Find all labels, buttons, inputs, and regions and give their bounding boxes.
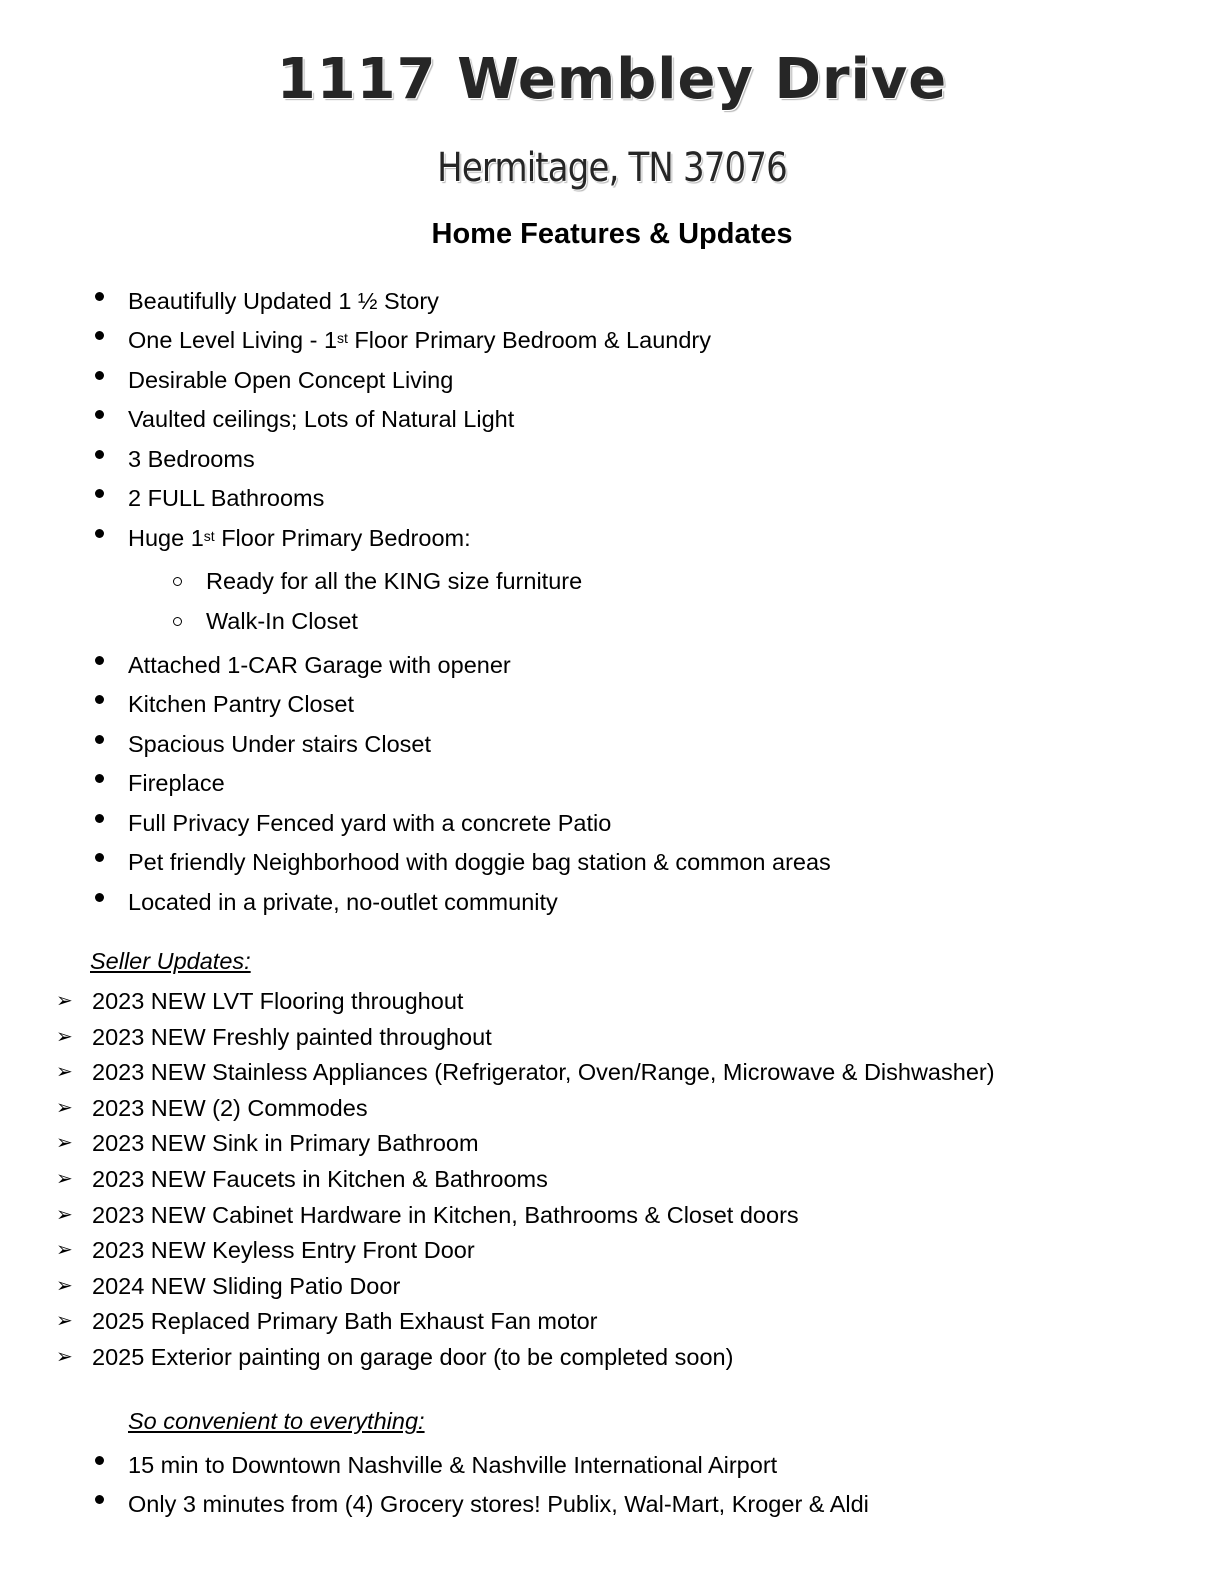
feature-text: 3 Bedrooms bbox=[128, 446, 255, 472]
sub-feature-text: Ready for all the KING size furniture bbox=[206, 568, 583, 594]
seller-update-text: 2023 NEW Sink in Primary Bathroom bbox=[92, 1130, 479, 1156]
feature-text: Full Privacy Fenced yard with a concrete Patio bbox=[128, 810, 612, 836]
convenience-text: 15 min to Downtown Nashville & Nashville International Airport bbox=[128, 1452, 778, 1478]
seller-update-text: 2025 Replaced Primary Bath Exhaust Fan motor bbox=[92, 1308, 598, 1334]
document-subtitle: Hermitage, TN 37076 bbox=[437, 145, 787, 191]
bullet-icon bbox=[95, 814, 104, 823]
bullet-icon bbox=[95, 450, 104, 459]
bullet-icon bbox=[95, 1456, 104, 1465]
feature-text: Spacious Under stairs Closet bbox=[128, 731, 432, 757]
seller-update-text: 2023 NEW Stainless Appliances (Refrigerator, Oven/Range, Microwave & Dishwasher) bbox=[92, 1059, 995, 1085]
arrow-bullet-icon: ➢ bbox=[56, 1239, 73, 1261]
seller-update-text: 2023 NEW LVT Flooring throughout bbox=[92, 988, 464, 1014]
bullet-icon bbox=[95, 853, 104, 862]
sub-feature-text: Walk-In Closet bbox=[206, 608, 358, 634]
seller-update-text: 2025 Exterior painting on garage door (to be completed soon) bbox=[92, 1344, 734, 1370]
bullet-icon bbox=[95, 331, 104, 340]
bullet-icon bbox=[95, 774, 104, 783]
feature-text: Attached 1-CAR Garage with opener bbox=[128, 652, 511, 678]
section-heading: Home Features & Updates bbox=[431, 218, 793, 250]
feature-text: Kitchen Pantry Closet bbox=[128, 691, 354, 717]
arrow-bullet-icon: ➢ bbox=[56, 1346, 73, 1368]
convenience-label: So convenient to everything: bbox=[128, 1408, 425, 1434]
arrow-bullet-icon: ➢ bbox=[56, 1204, 73, 1226]
bullet-icon bbox=[95, 893, 104, 902]
bullet-icon bbox=[95, 489, 104, 498]
feature-text: Beautifully Updated 1 ½ Story bbox=[128, 288, 439, 314]
feature-text-part: One Level Living - 1 bbox=[128, 327, 338, 353]
feature-text-part: Floor Primary Bedroom & Laundry bbox=[347, 327, 711, 353]
bullet-icon bbox=[95, 292, 104, 301]
feature-text-part: Floor Primary Bedroom: bbox=[214, 525, 471, 551]
feature-text bbox=[128, 326, 711, 354]
seller-update-text: 2023 NEW (2) Commodes bbox=[92, 1095, 368, 1121]
circle-bullet-icon bbox=[173, 617, 182, 626]
arrow-bullet-icon: ➢ bbox=[56, 1132, 73, 1154]
seller-update-text: 2023 NEW Cabinet Hardware in Kitchen, Bathrooms & Closet doors bbox=[92, 1202, 799, 1228]
feature-text: 2 FULL Bathrooms bbox=[128, 485, 325, 511]
arrow-bullet-icon: ➢ bbox=[56, 1061, 73, 1083]
bullet-icon bbox=[95, 735, 104, 744]
seller-update-text: 2023 NEW Faucets in Kitchen & Bathrooms bbox=[92, 1166, 548, 1192]
seller-update-text: 2023 NEW Keyless Entry Front Door bbox=[92, 1237, 475, 1263]
arrow-bullet-icon: ➢ bbox=[56, 1026, 73, 1048]
document-title: 1117 Wembley Drive bbox=[276, 47, 948, 112]
seller-update-text: 2023 NEW Freshly painted throughout bbox=[92, 1024, 492, 1050]
feature-text bbox=[128, 524, 471, 552]
bullet-icon bbox=[95, 695, 104, 704]
bullet-icon bbox=[95, 1495, 104, 1504]
feature-text: Located in a private, no-outlet community bbox=[128, 889, 558, 915]
circle-bullet-icon bbox=[173, 577, 182, 586]
feature-text: Desirable Open Concept Living bbox=[128, 367, 454, 393]
feature-text-part: Huge 1 bbox=[128, 525, 204, 551]
arrow-bullet-icon: ➢ bbox=[56, 1168, 73, 1190]
convenience-text: Only 3 minutes from (4) Grocery stores! Publix, Wal-Mart, Kroger & Aldi bbox=[128, 1491, 869, 1517]
bullet-icon bbox=[95, 410, 104, 419]
ordinal-suffix: st bbox=[203, 528, 215, 544]
arrow-bullet-icon: ➢ bbox=[56, 1097, 73, 1119]
seller-updates-label: Seller Updates: bbox=[90, 948, 251, 974]
arrow-bullet-icon: ➢ bbox=[56, 990, 73, 1012]
ordinal-suffix: st bbox=[337, 330, 348, 346]
feature-text: Pet friendly Neighborhood with doggie bag station & common areas bbox=[128, 849, 831, 875]
feature-text: Vaulted ceilings; Lots of Natural Light bbox=[128, 406, 515, 432]
arrow-bullet-icon: ➢ bbox=[56, 1275, 73, 1297]
bullet-icon bbox=[95, 371, 104, 380]
bullet-icon bbox=[95, 656, 104, 665]
bullet-icon bbox=[95, 529, 104, 538]
feature-text: Fireplace bbox=[128, 770, 225, 796]
seller-update-text: 2024 NEW Sliding Patio Door bbox=[92, 1273, 401, 1299]
arrow-bullet-icon: ➢ bbox=[56, 1310, 73, 1332]
